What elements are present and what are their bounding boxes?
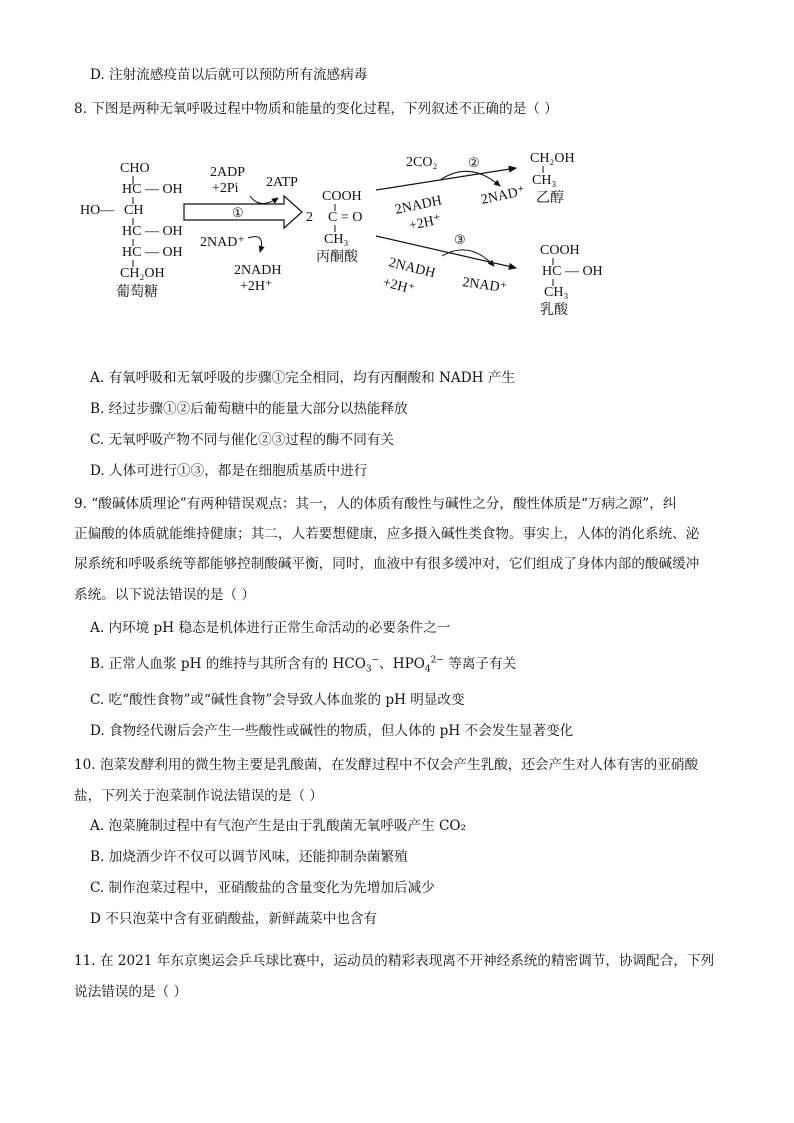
step2-number: ② [468,155,480,170]
step3-nadh: 2NADH [387,255,437,282]
q10-stem-line2: 盐，下列关于泡菜制作说法错误的是（ ） [74,788,324,804]
q9-hpo4-sup: 2− [430,655,444,666]
q9-option-b-mid: 、HPO [379,656,425,672]
glucose-row2-ho: HO— [80,203,115,218]
q9-hco3-sub: 3 [365,664,372,675]
ethanol-name: 乙醇 [536,191,564,206]
q9-stem-line2: 正偏酸的体质就能维持健康；其二，人若要想健康，应多摄入碱性类食物。事实上，人体的消化系统、泌 [74,526,700,542]
q10-option-c: C. 制作泡菜过程中，亚硝酸盐的含量变化为先增加后减少 [90,880,435,896]
lactate-structure [540,243,603,318]
q9-option-c: C. 吃“酸性食物”或“碱性食物”会导致人体血浆的 pH 明显改变 [90,692,465,708]
q9-stem-line3: 尿系统和呼吸系统等都能够控制酸碱平衡，同时，血液中有很多缓冲对，它们组成了身体内部的酸碱缓冲 [74,556,700,572]
step3-nad: 2NAD⁺ [461,275,508,297]
q8-option-d: D. 人体可进行①③，都是在细胞质基质中进行 [90,463,368,479]
pyruvate-ch3: CH₃ [324,232,349,247]
pyruvate-cooh: COOH [322,189,362,204]
q8-option-b: B. 经过步骤①②后葡萄糖中的能量大部分以热能释放 [90,401,408,417]
step3-number: ③ [454,232,466,247]
q10-option-b: B. 加烧酒少许不仅可以调节风味，还能抑制杂菌繁殖 [90,849,408,865]
q10-stem-line1: 10. 泡菜发酵利用的微生物主要是乳酸菌，在发酵过程中不仅会产生乳酸，还会产生对人体有害的亚硝酸 [74,757,699,773]
q9-stem-line4: 系统。以下说法错误的是（ ） [74,587,256,603]
pyruvate-structure [306,189,362,265]
step1-nadh: 2NADH [234,263,282,278]
glucose-structure [80,161,183,300]
step1-nad: 2NAD⁺ [200,235,245,250]
q9-option-d: D. 食物经代谢后会产生一些酸性或碱性的物质，但人体的 pH 不会发生显著变化 [90,723,574,739]
q10-option-a: A. 泡菜腌制过程中有气泡产生是由于乳酸菌无氧呼吸产生 CO₂ [90,818,467,834]
step1-number: ① [232,205,244,220]
ethanol-ch2oh: CH₂OH [530,151,575,166]
step2-h: +2H⁺ [407,212,443,234]
q9-hco3-sup: − [371,655,380,666]
q8-option-a: A. 有氧呼吸和无氧呼吸的步骤①完全相同，均有丙酮酸和 NADH 产生 [90,370,516,386]
q9-option-b-post: 等离子有关 [443,656,517,672]
step3-h: +2H⁺ [381,275,417,298]
glucose-row4: HC — OH [122,245,183,260]
q11-stem-line2: 说法错误的是（ ） [74,984,188,1000]
pyruvate-coef: 2 [306,210,313,225]
glucose-row3: HC — OH [122,224,183,239]
step1-atp: 2ATP [266,175,298,190]
ethanol-ch3: CH₃ [532,173,557,188]
step1-group [184,165,302,294]
pyruvate-co: C = O [328,210,363,225]
q9-option-b-pre: B. 正常人血浆 pH 的维持与其所含有的 HCO [90,656,366,672]
glucose-row1: HC — OH [122,182,183,197]
q8-stem: 8. 下图是两种无氧呼吸过程中物质和能量的变化过程，下列叙述不正确的是（ ） [74,101,558,117]
glucose-row2-ch: CH [124,203,144,218]
step2-nad: 2NAD⁺ [479,183,527,208]
step3-group [376,232,516,298]
q11-stem-line1: 11. 在 2021 年东京奥运会乒乓球比赛中，运动员的精彩表现离不开神经系统的精密调节，协调配合，下列 [74,953,715,969]
lactate-mid: HC — OH [542,264,603,279]
step2-group [376,155,527,234]
glucose-row5: CH₂OH [120,266,165,281]
step2-nadh: 2NADH [393,193,444,218]
q8-option-c: C. 无氧呼吸产物不同与催化②③过程的酶不同有关 [90,432,395,448]
q9-stem-line1: 9. “酸碱体质理论”有两种错误观点：其一，人的体质有酸性与碱性之分，酸性体质是“万病之源”，纠 [74,496,677,512]
step1-adp: 2ADP [210,165,246,180]
anaerobic-respiration-diagram [70,140,630,330]
pyruvate-name: 丙酮酸 [316,250,358,265]
ethanol-structure [530,151,575,206]
lactate-ch3: CH₃ [544,285,569,300]
glucose-name: 葡萄糖 [116,285,158,300]
step2-co2: 2CO₂ [406,155,438,170]
lactate-cooh: COOH [540,243,580,258]
q9-option-a: A. 内环境 pH 稳态是机体进行正常生命活动的必要条件之一 [90,620,451,636]
q10-option-d: D 不只泡菜中含有亚硝酸盐，新鲜蔬菜中也含有 [90,911,378,927]
glucose-cho: CHO [120,161,150,176]
prev-option-d: D. 注射流感疫苗以后就可以预防所有流感病毒 [90,67,368,83]
q9-hpo4-sub: 4 [424,664,431,675]
lactate-name: 乳酸 [540,303,568,318]
q9-option-b [90,655,516,673]
step1-h: +2H⁺ [240,279,273,294]
step1-pi: +2Pi [212,181,239,196]
